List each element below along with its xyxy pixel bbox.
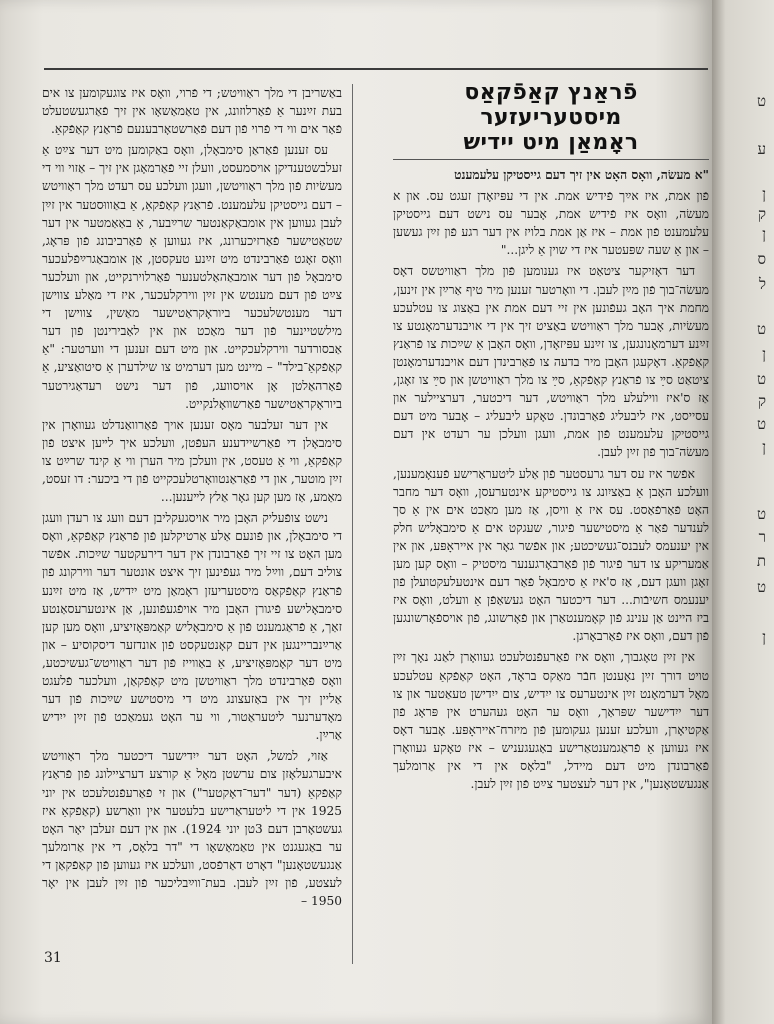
left-paragraph: עס זענען פֿאַראַן סימבאָלן, וואָס באַקומען מיט דער צײַט אַ זעלבשטענדיקן אויסמעסט, וועלן זיי פֿאַרמאָגן אין זיך – אַזוי ווי די מעשׂיות פֿון מלך ראַוויטשן, וועגן וועלכע עס רעדט מלך ראַוויטש – דעם גייסטיקן עלעמענט. פֿראַנץ קאַפֿקאַ, אַ באַוווּסטער אין זײַן לעבן געווען אין אומבאַקאַנטער שרײַבער, אַ באַאַמטער אין דער שטאַטישער פֿאַרזיכערונג, איז געווען אַ פֿאַרביבונג פֿון פּראָג, וואָס זאָגט פֿאַרבינדט מיט זײַנע טעקסטן, אַן אומבאַגרײַפֿלעכער סימבאָל פֿון דער אומבאַהאַלטענער פֿאַרלוירנקייט, און וועלכער צײַט פֿון דעם מענטש אין זײַן ווירקלעכער, איז די מאַלע צווישן דער מענטשלעכער ביוראָקראַטישער מאַשין, צווישן די מילשטיינער פֿון דער מאַכט און אין לאַבירינטן פֿון דער אַבסורדער ווירקלעכקייט. און מיט דעם זענען די ווערטער: "אַ קאַפֿקאַ־בילד" – מיינט מען דערמיט צו שילדערן אַ סיטואַציע, אַ פֿאַרהאַלטן אָן אויסוועג, פֿון דער נישט רעדאַגירטער ביוראָקראַטישער פֿאַרשוואָלנקייט. bbox=[42, 143, 342, 411]
edge-letter: ט bbox=[756, 370, 766, 388]
right-paragraph: אפֿשר איז עס דער גרעסטער פֿון אַלע ליטעראַרישע פֿענאָמענען, וועלכע האָבן אַ באַציִונג צו גייסטיקע אינטערעסן, וואָס דער מחבר האָט פֿאַרפֿאַסט. עס איז אַ וויסן, אַז מען מאַכט אים אין אַ סך לענדער פֿאַר אַ מיסטישער פֿיגור, שעגקט אים אַ סימבאָליש חלק אין יענעמס לעבנס־געשיכטע; און אפֿשר גאָר אין אייראָפּע, און אין אַמעריקע צו דער פֿיגור פֿון פֿאַרבאָרגענער מיסטיק – וואָס קען מען זאָגן וועגן דעם, אַז ס'איז אַ סימבאָל פֿאַר דעם אינטעלעקטועלן פֿון יענעמס חשיבֿות... דער דיכטער האָט געשאַפֿן אַ וועלט, וואָס איז ביז היינט אַן ענינג פֿון קאָמענטאַרן און פֿאָרשונג, פֿון אויספֿאָרשונגען פֿון דעם, וואָס איז פֿאַרבאָרגן. bbox=[393, 466, 709, 644]
lead-quote: "א מעשׂה, וואָס האָט אין זיך דעם גייסטיקן עלעמענט bbox=[454, 168, 709, 182]
edge-letter: ל bbox=[758, 275, 766, 293]
page-number: 31 bbox=[44, 950, 62, 966]
edge-letter: ק bbox=[757, 205, 766, 223]
headline-line-2: ראָמאַן מיט יידיש bbox=[463, 130, 639, 155]
headline-rule bbox=[393, 159, 709, 160]
edge-letter: ן bbox=[762, 345, 766, 363]
headline-line-1: פֿראַנץ קאַפֿקאַס מיסטעריעזער bbox=[464, 80, 638, 130]
edge-letter: ע bbox=[757, 140, 766, 158]
edge-letter: ן bbox=[762, 628, 766, 646]
edge-letter: ת bbox=[756, 552, 766, 570]
left-paragraph: באַשריבן די מלך ראַוויטש; די פֿרוי, וואָס איז צוגעקומען צו אים בעת זײַנער אַ פֿאַרלוזונג, אין טאַמאַשאָו אין זיך פֿאַרגעשטעלט פֿאַר אים ווי די פֿרוי פֿון דעם פֿאַרשטאָרבענעם פֿראַנץ קאַפֿקאַ. bbox=[42, 86, 342, 137]
article-headline bbox=[393, 80, 709, 155]
edge-letter: ן bbox=[762, 225, 766, 243]
next-page-edge bbox=[712, 0, 774, 1024]
right-column bbox=[393, 80, 709, 980]
right-paragraph: אין זײַן טאָגבוך, וואָס איז פֿאַרעפֿנטלעכט געוואָרן לאַנג נאָך זײַן טויט דורך זײַן נאָענטן חבֿר מאַקס בראָד, האָט קאַפֿקאַ עטלעכע מאָל דערמאָנט זײַן אינטערעס צו ייִדיש, צום ייִדישן טעאַטער און צו דער ייִדישער שפּראַך, וואָס ער האָט געהערט אין פּראָג פֿון אַקטיאָרן, וועלכע זענען געקומען פֿון מיזרח־אייראָפּע. אָבער דאָס איז געווען אַ פֿראַגמענטאַרישע באַגעגעניש – איז טאָקע געוואָרן פֿאַרבונדן מיט דעם מיידל, "בלאָס אין די אין אַרומלעך אַנגעשטאָנען", אין דער לעצטער צײַט פֿון זײַן לעבן. bbox=[393, 650, 709, 792]
left-column bbox=[42, 84, 342, 984]
edge-letter: ט bbox=[756, 415, 766, 433]
edge-letter: ר bbox=[758, 528, 766, 546]
edge-letter: ן bbox=[762, 185, 766, 203]
edge-letter: ט bbox=[756, 320, 766, 338]
left-paragraph: אַזוי, למשל, האָט דער ייִדישער דיכטער מלך ראַוויטש איבערגעלאָזן צום ערשטן מאָל אַ קורצע דערציילונג פֿון פֿראַנץ קאַפֿקאַ (דער "דער־דאָקטער") און זי פֿאַרעפֿנטלעכט אין יוני 1925 אין די ליטעראַרישע בלעטער אין וואַרשע (קאַפֿקאַ איז געשטאָרבן דעם 3טן יוני 1924). און אין דעם זעלבן יאָר האָט ער באַגעגנט אין טאַמאַשאָו די "דר בלאָס, די אין אַרומלעך אַנגעשטאָנען" דאָרט דאַרפֿסט, וועלכע איז געווען פֿון קאַפֿקאַן די לעצטע, פֿון זײַן לעבן. בעת־ווײַבליכער פֿון זײַן לעבן אין יאָר 1950 – bbox=[42, 749, 342, 909]
right-paragraph: פֿון אמת, איז אײַך פֿידיש אמת. אין די עפּיזאָדן זעגט עס. און א מעשׂה, וואָס איז פֿידיש אמת, אָבער עס נישט דעם גייסטיקן עלעמענט פֿון אמת – איז אַן אמת בלויז אין דער רגע פֿון זײַן געשען – און אַ שעה שפּעטער איז די שוין אַ ליגן..." bbox=[393, 189, 709, 258]
right-paragraph: דער דאָזיקער ציטאַט איז גענומען פֿון מלך ראַוויטשס דאָס מעשׂה־בוך פֿון מײַן לעבן. די וואָרטער זענען מיר טיף אַרײַן אין זינען, מחמת איך האָב געפֿונען אין זיי דעם אמת אין באַצוג צו עטלעכע מעשׂיות, אָבער מלך ראַוויטש באַציט זיך אין די אויבנדערמאָנטע צו זײַנע דערמאָנונגען, צו זײַנע עפּיזאָדן, וואָס האָבן אַ שײַכות צו פֿראַנץ קאַפֿקאַ. דאָקעגן האָבן מיר בדעה צו פֿאַרבינדן דעם אויבנדערמאָנטן ציטאַט סײַ צו פֿראַנץ קאַפֿקאַ, סײַ צו מלך ראַוויטשן און סײַ צו זאָגן, אַז ס'איז ווילעלע מלך ראַוויטש, דער דיכטער, דערציילער און עסייסט, איז ליבעליג פֿאַרבונדן. טאָקע ליבעליג – אָבער מיט דעם גייסטיקן עלעמענט פֿון אמת, וועגן וועלכן ער רעדט אין דעם מעשׂה־בוך פֿון זײַן לעבן. bbox=[393, 264, 709, 460]
edge-letter: ט bbox=[756, 578, 766, 596]
edge-letter: ן bbox=[762, 438, 766, 456]
column-divider bbox=[352, 84, 353, 964]
edge-letter: ט bbox=[756, 92, 766, 110]
edge-letter: ק bbox=[757, 392, 766, 410]
top-rule bbox=[44, 68, 708, 70]
edge-letter: ט bbox=[756, 505, 766, 523]
edge-letter: ס bbox=[757, 250, 766, 268]
left-paragraph: נישט צופֿעליק האָבן מיר אויסגעקליבן דעם וועג צו רעדן וועגן די סימבאָלן, און פֿונעם אַלע אַרטיקלען פֿון פֿראַנץ קאַפֿקאַ, וואָס מען האָט צו זיי זיך פֿאַרבונדן אין דער דירעקטער שײַכות. אפֿשר צוליב דעם, ווײַל מיר געפֿינען זיך איצט אונטער דער ווירקונג פֿון פֿראַנץ קאַפֿקאַס מיסטעריעזן ראָמאַן מיט ייִדיש, אַז מיט זײַנע סימבאָלישע פֿיגורן האָבן מיר אויפֿגעפֿונען, אַן אינטערעסאַנטע זאַך, אַ פֿראַגמענט פֿון אַ סימבאָליש קאַמפּאָזיציע, וואָס מען קען אַרײַנבריינגען אין דעם קאָנטעקסט פֿון אונדזער דיסקוסיע – און מיט דער קאָמפּאָזיציע, אַ באַווייז פֿון דער ראַוויטש־געשיכטע, וואָס פֿאַרבינדט מלך ראַוויטשן מיט קאַפֿקאַן, וועלכער פֿלעגט אַליין זיך אין באַזעצונג מיט די מיסטישע שײַכות פֿון דער מאָדערנער ליטעראַטור, ווי ער האָט געמאַכט פֿון זײַן ייִדיש אַרײַן. bbox=[42, 511, 342, 743]
left-paragraph: אין דער זעלבער מאָס זענען אויך פֿאַרוואַנדלט געוואָרן אין סימבאָלן די פֿאַרשיידענע העפֿטן, וועלכע איך לײען איצט פֿון קאַפֿקאַ, ווי אַ טעסט, אין וועלכן מיר הערן ווי אַ קינד שרײַט צו זײַן מוטער, און די פֿאַראַנטוואָרטלעכקייט פֿון די ביכער: דו זעסט, מאַמע, אַז מען קען גאָר אַלץ לײענען... bbox=[42, 417, 342, 505]
